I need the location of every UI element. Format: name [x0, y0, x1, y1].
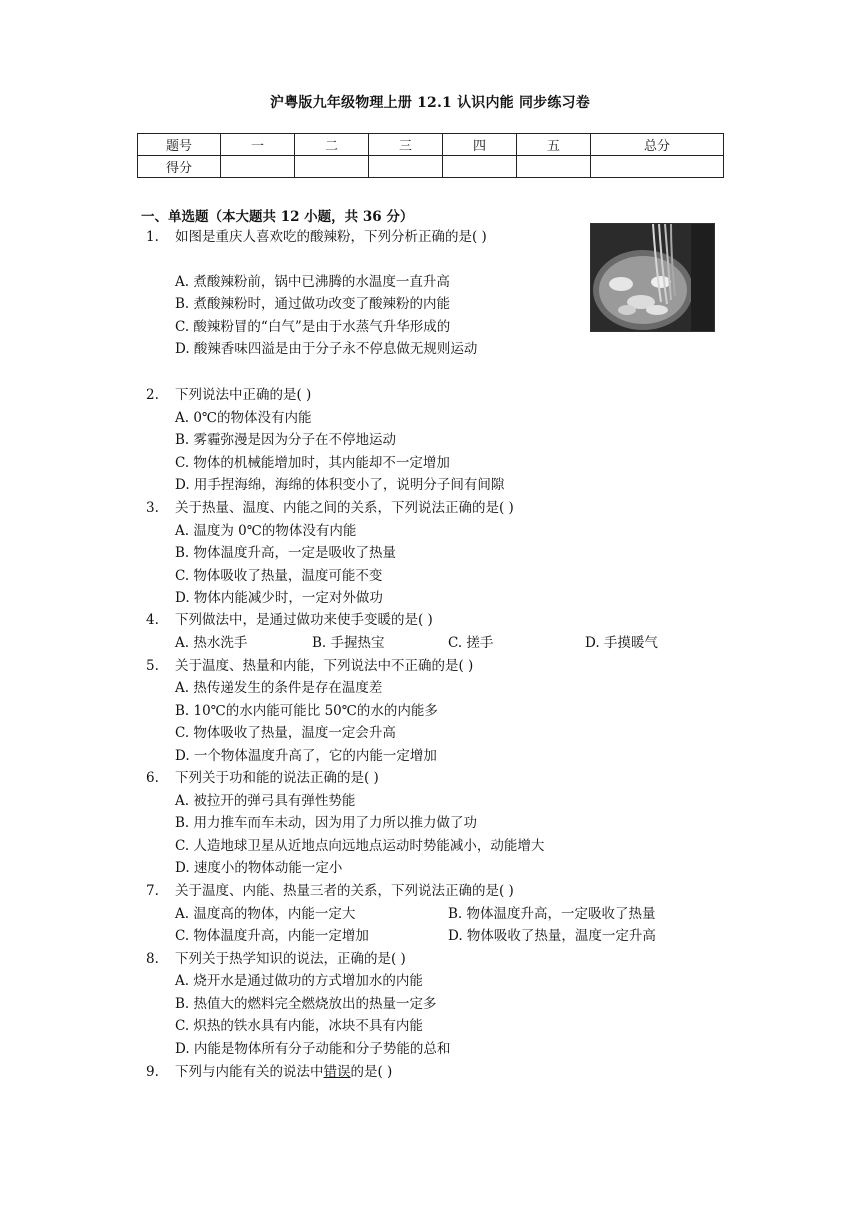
question-stem: 关于热量、温度、内能之间的关系，下列说法正确的是( ) — [175, 500, 514, 516]
question-number: 2. — [146, 387, 159, 403]
stem-text: 的是( ) — [350, 1064, 393, 1080]
score-cell: 一 — [221, 134, 295, 156]
option: B. 10℃的水内能可能比 50℃的水的内能多 — [175, 703, 438, 719]
option: D. 酸辣香味四溢是由于分子永不停息做无规则运动 — [175, 341, 478, 357]
underlined-keyword: 错误 — [323, 1064, 351, 1080]
option: D. 物体内能减少时，一定对外做功 — [175, 590, 383, 606]
question-number: 5. — [146, 658, 159, 674]
option: C. 物体吸收了热量，温度一定会升高 — [175, 725, 396, 741]
score-cell: 题号 — [138, 134, 221, 156]
option: D. 手摸暖气 — [585, 635, 658, 651]
question-number: 6. — [146, 770, 159, 786]
score-cell: 四 — [443, 134, 517, 156]
question-stem: 下列关于功和能的说法正确的是( ) — [175, 770, 379, 786]
score-cell: 二 — [295, 134, 369, 156]
question-stem: 关于温度、内能、热量三者的关系，下列说法正确的是( ) — [175, 883, 514, 899]
noodle-bowl-photo — [590, 223, 715, 332]
score-cell: 五 — [517, 134, 591, 156]
score-input-cell[interactable] — [221, 156, 295, 178]
option: C. 物体吸收了热量，温度可能不变 — [175, 568, 383, 584]
option: C. 搓手 — [448, 635, 494, 651]
score-input-cell[interactable] — [295, 156, 369, 178]
option: B. 热值大的燃料完全燃烧放出的热量一定多 — [175, 996, 437, 1012]
option: D. 用手捏海绵，海绵的体积变小了，说明分子间有间隙 — [175, 477, 505, 493]
score-cell: 总分 — [591, 134, 724, 156]
question-stem: 关于温度、热量和内能，下列说法中不正确的是( ) — [175, 658, 474, 674]
stem-text: 下列与内能有关的说法中 — [175, 1064, 324, 1080]
option: A. 煮酸辣粉前，锅中已沸腾的水温度一直升高 — [175, 274, 450, 290]
option: B. 雾霾弥漫是因为分子在不停地运动 — [175, 432, 397, 448]
score-table-header-row — [138, 134, 724, 156]
score-input-cell[interactable] — [517, 156, 591, 178]
score-cell: 得分 — [138, 156, 221, 178]
option: A. 热传递发生的条件是存在温度差 — [175, 680, 383, 696]
option: C. 物体的机械能增加时，其内能却不一定增加 — [175, 455, 450, 471]
question-number: 1. — [146, 229, 159, 245]
option: C. 炽热的铁水具有内能，冰块不具有内能 — [175, 1018, 423, 1034]
option: B. 物体温度升高，一定是吸收了热量 — [175, 545, 397, 561]
option: A. 烧开水是通过做功的方式增加水的内能 — [175, 973, 423, 989]
score-input-cell[interactable] — [443, 156, 517, 178]
section-heading: 一、单选题（本大题共 12 小题，共 36 分） — [141, 209, 414, 225]
option: D. 物体吸收了热量，温度一定升高 — [448, 928, 656, 944]
score-input-cell[interactable] — [369, 156, 443, 178]
option: D. 内能是物体所有分子动能和分子势能的总和 — [175, 1041, 451, 1057]
option: A. 热水洗手 — [175, 635, 248, 651]
option: D. 速度小的物体动能一定小 — [175, 860, 343, 876]
score-input-cell[interactable] — [591, 156, 724, 178]
question-number: 3. — [146, 500, 159, 516]
option: D. 一个物体温度升高了，它的内能一定增加 — [175, 748, 437, 764]
score-cell: 三 — [369, 134, 443, 156]
option: C. 物体温度升高，内能一定增加 — [175, 928, 369, 944]
option: B. 用力推车而车未动，因为用了力所以推力做了功 — [175, 815, 478, 831]
score-table — [137, 133, 724, 178]
option: A. 被拉开的弹弓具有弹性势能 — [175, 793, 356, 809]
question-number: 9. — [146, 1064, 159, 1080]
page-title: 沪粤版九年级物理上册 12.1 认识内能 同步练习卷 — [270, 95, 590, 111]
option: B. 手握热宝 — [312, 635, 385, 651]
question-stem: 如图是重庆人喜欢吃的酸辣粉，下列分析正确的是( ) — [175, 229, 487, 245]
option: C. 酸辣粉冒的“白气”是由于水蒸气升华形成的 — [175, 319, 451, 335]
question-number: 7. — [146, 883, 159, 899]
question-number: 8. — [146, 951, 159, 967]
noodle-bowl-illustration — [591, 224, 714, 331]
question-stem: 下列关于热学知识的说法，正确的是( ) — [175, 951, 406, 967]
question-number: 4. — [146, 612, 159, 628]
question-stem: 下列做法中，是通过做功来使手变暖的是( ) — [175, 612, 433, 628]
question-stem: 下列说法中正确的是( ) — [175, 387, 312, 403]
option: A. 0℃的物体没有内能 — [175, 410, 312, 426]
option: A. 温度高的物体，内能一定大 — [175, 906, 356, 922]
score-table-score-row — [138, 156, 724, 178]
option: A. 温度为 0℃的物体没有内能 — [175, 523, 357, 539]
option: B. 物体温度升高，一定吸收了热量 — [448, 906, 656, 922]
question-stem — [175, 1063, 392, 1081]
option: C. 人造地球卫星从近地点向远地点运动时势能减小，动能增大 — [175, 838, 545, 854]
option: B. 煮酸辣粉时，通过做功改变了酸辣粉的内能 — [175, 296, 451, 312]
